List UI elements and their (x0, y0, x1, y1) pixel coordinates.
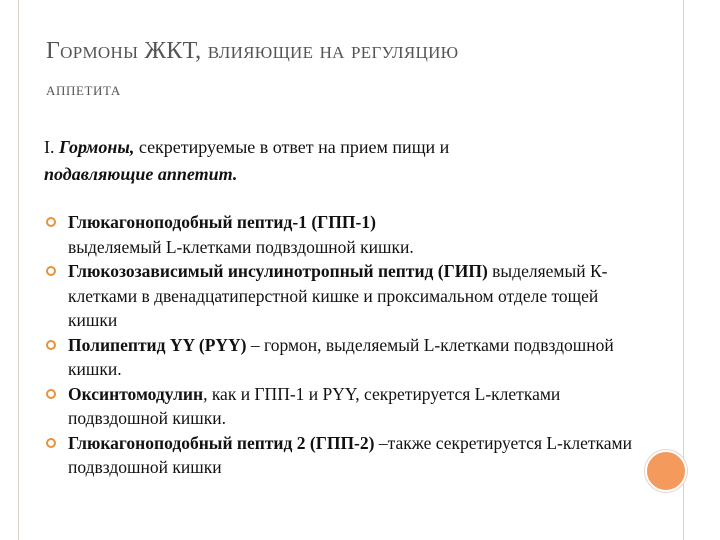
item-text: – гормон, выделяемый L-клетками подвздошной кишки. (68, 334, 614, 379)
bullet-ring-icon (46, 217, 56, 227)
item-text: выделяемый L-клетками подвздошной кишки. (68, 236, 414, 257)
intro-bold-2: подавляющие аппетит. (44, 164, 238, 184)
bullet-ring-icon (46, 266, 56, 276)
item-text: выделяемый К-клетками в двенадцатиперстной кишке и проксимальном отделе тощей кишки (68, 261, 608, 330)
item-text: , как и ГПП-1 и PYY, секретируется L-клетками подвздошной кишки. (68, 383, 561, 428)
item-title: Оксинтомодулин (68, 383, 204, 404)
item-title: Глюкагоноподобный пептид-1 (ГПП-1) (68, 212, 376, 232)
hormone-list (44, 210, 644, 480)
title-line-1: Гормоны ЖКТ, влияющие на регуляцию (46, 38, 459, 64)
list-item (44, 259, 644, 333)
list-item (44, 210, 644, 259)
title-line-2: аппетита (46, 79, 121, 99)
item-text: –также секретируется L-клетками подвздошной кишки (68, 432, 632, 477)
list-item (44, 333, 644, 382)
intro-text-1: секретируемые в ответ на прием пищи и (134, 137, 450, 157)
item-title: Глюкозозависимый инсулинотропный пептид (ГИП) (68, 261, 488, 281)
intro-bold-1: Гормоны, (59, 137, 135, 157)
bullet-ring-icon (46, 340, 56, 350)
slide-title (46, 36, 646, 104)
list-item (44, 431, 644, 480)
decorative-circle-icon (645, 450, 687, 492)
bullet-ring-icon (46, 438, 56, 448)
item-title: Глюкагоноподобный пептид 2 (ГПП-2) (68, 432, 375, 453)
intro-roman: I. (44, 137, 55, 157)
item-title: Полипептид YY (PYY) (68, 334, 247, 355)
intro-paragraph (44, 134, 644, 188)
list-item (44, 382, 644, 431)
bullet-ring-icon (46, 389, 56, 399)
